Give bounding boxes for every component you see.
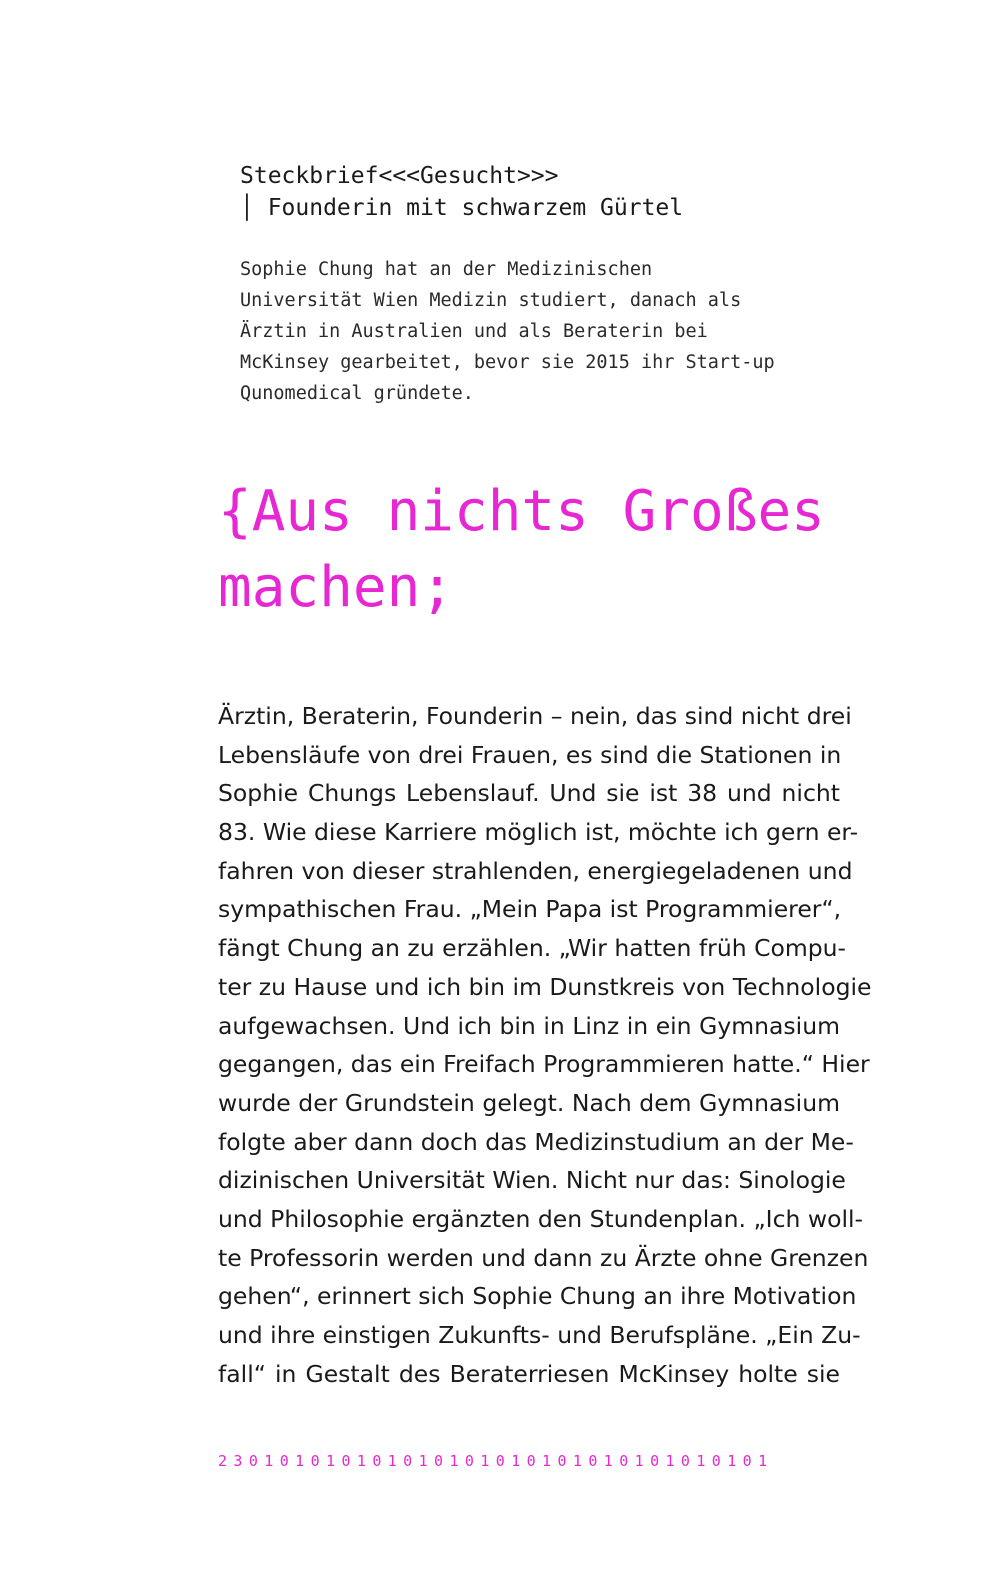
article-line: gehen“, erinnert sich Sophie Chung an ihre Motivation (218, 1282, 857, 1311)
article-line: und Philosophie ergänzten den Stundenplan. „Ich woll- (218, 1204, 863, 1233)
page-footer (218, 1452, 858, 1470)
article-line: fängt Chung an zu erzählen. „Wir hatten früh Compu- (218, 934, 847, 963)
article-headline (218, 474, 918, 626)
article-line: fall“ in Gestalt des Beraterriesen McKinsey holte sie (218, 1359, 840, 1388)
profile-summary-line: McKinsey gearbeitet, bevor sie 2015 ihr Start-up (240, 352, 775, 373)
profile-summary-line: Ärztin in Australien und als Beraterin bei (240, 321, 708, 342)
article-line: und ihre einstigen Zukunfts- und Berufspläne. „Ein Zu- (218, 1321, 861, 1349)
article-line: te Professorin werden und dann zu Ärzte ohne Grenzen (218, 1243, 869, 1272)
profile-summary (240, 254, 860, 409)
headline-line: {Aus nichts Großes (218, 479, 825, 544)
profile-summary-line: Universität Wien Medizin studiert, danach als (240, 290, 742, 311)
article-line: fahren von dieser strahlenden, energiegeladenen und (218, 856, 853, 885)
article-line: ter zu Hause und ich bin im Dunstkreis von Technologie (218, 972, 872, 1001)
article-line: sympathischen Frau. „Mein Papa ist Programmierer“, (218, 895, 842, 924)
profile-heading-line: Steckbrief<<<Gesucht>>> (240, 163, 559, 189)
article-line: Sophie Chungs Lebenslauf. Und sie ist 38 und nicht (218, 779, 840, 808)
article-body (218, 697, 872, 1393)
article-line: folgte aber dann doch das Medizinstudium an der Me- (218, 1127, 854, 1156)
article-line: Ärztin, Beraterin, Founderin – nein, das sind nicht drei (218, 702, 852, 730)
article-line: gegangen, das ein Freifach Programmieren hatte.“ Hier (218, 1050, 870, 1079)
binary-decoration: 0101010101010101010101010101010101 (248, 1452, 774, 1470)
article-line: aufgewachsen. Und ich bin in Linz in ein Gymnasium (218, 1011, 840, 1040)
headline-line: machen; (218, 555, 455, 620)
article-line: dizinischen Universität Wien. Nicht nur das: Sinologie (218, 1166, 846, 1195)
article-line: 83. Wie diese Karriere möglich ist, möchte ich gern er- (218, 818, 859, 847)
profile-summary-line: Qunomedical gründete. (240, 383, 474, 404)
page-number: 23 (218, 1452, 249, 1470)
article-line: Lebensläufe von drei Frauen, es sind die Stationen in (218, 740, 842, 769)
profile-heading-subline: │ Founderin mit schwarzem Gürtel (240, 195, 684, 221)
profile-summary-line: Sophie Chung hat an der Medizinischen (240, 259, 653, 280)
article-line: wurde der Grundstein gelegt. Nach dem Gymnasium (218, 1088, 840, 1117)
profile-heading (240, 160, 880, 224)
